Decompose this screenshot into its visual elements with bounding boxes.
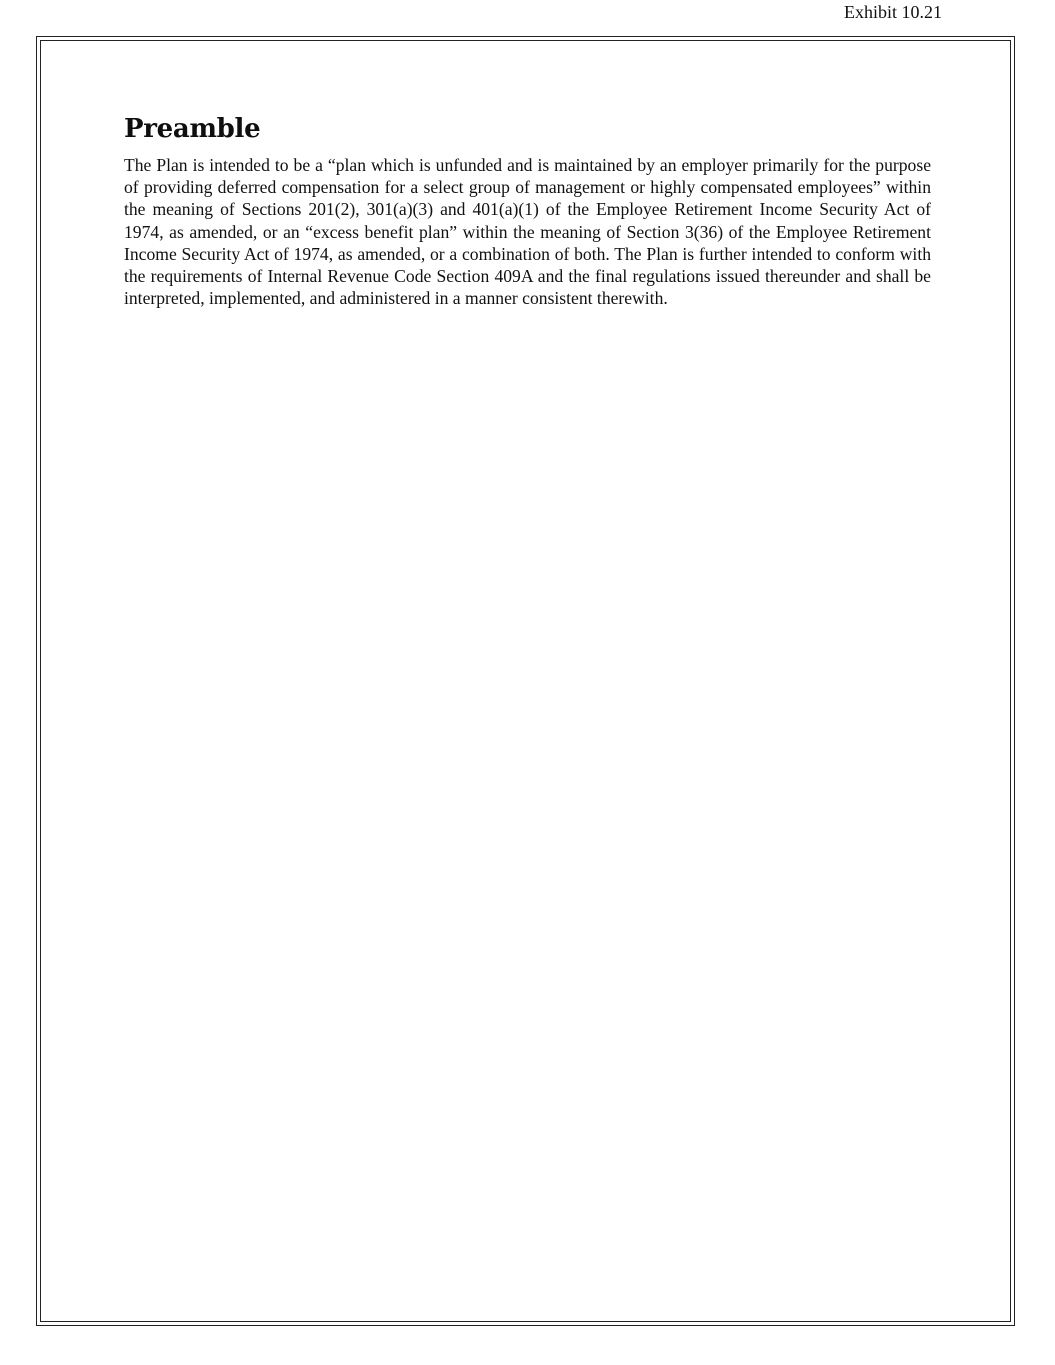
section-heading: Preamble [124,114,261,144]
document-body [124,112,931,309]
exhibit-label: Exhibit 10.21 [844,2,942,22]
preamble-paragraph: The Plan is intended to be a “plan which is unfunded and is maintained by an employer primarily for the purpose of providing deferred compensation for a select group of management or highly compensated employees” within the meaning of Sections 201(2), 301(a)(3) and 401(a)(1) of the Employee Retirement Income Security Act of 1974, as amended, or an “excess benefit plan” within the meaning of Section 3(36) of the Employee Retirement Income Security Act of 1974, as amended, or a combination of both. The Plan is further intended to conform with the requirements of Internal Revenue Code Section 409A and the final regulations issued thereunder and shall be interpreted, implemented, and administered in a manner consistent therewith. [124,155,931,309]
